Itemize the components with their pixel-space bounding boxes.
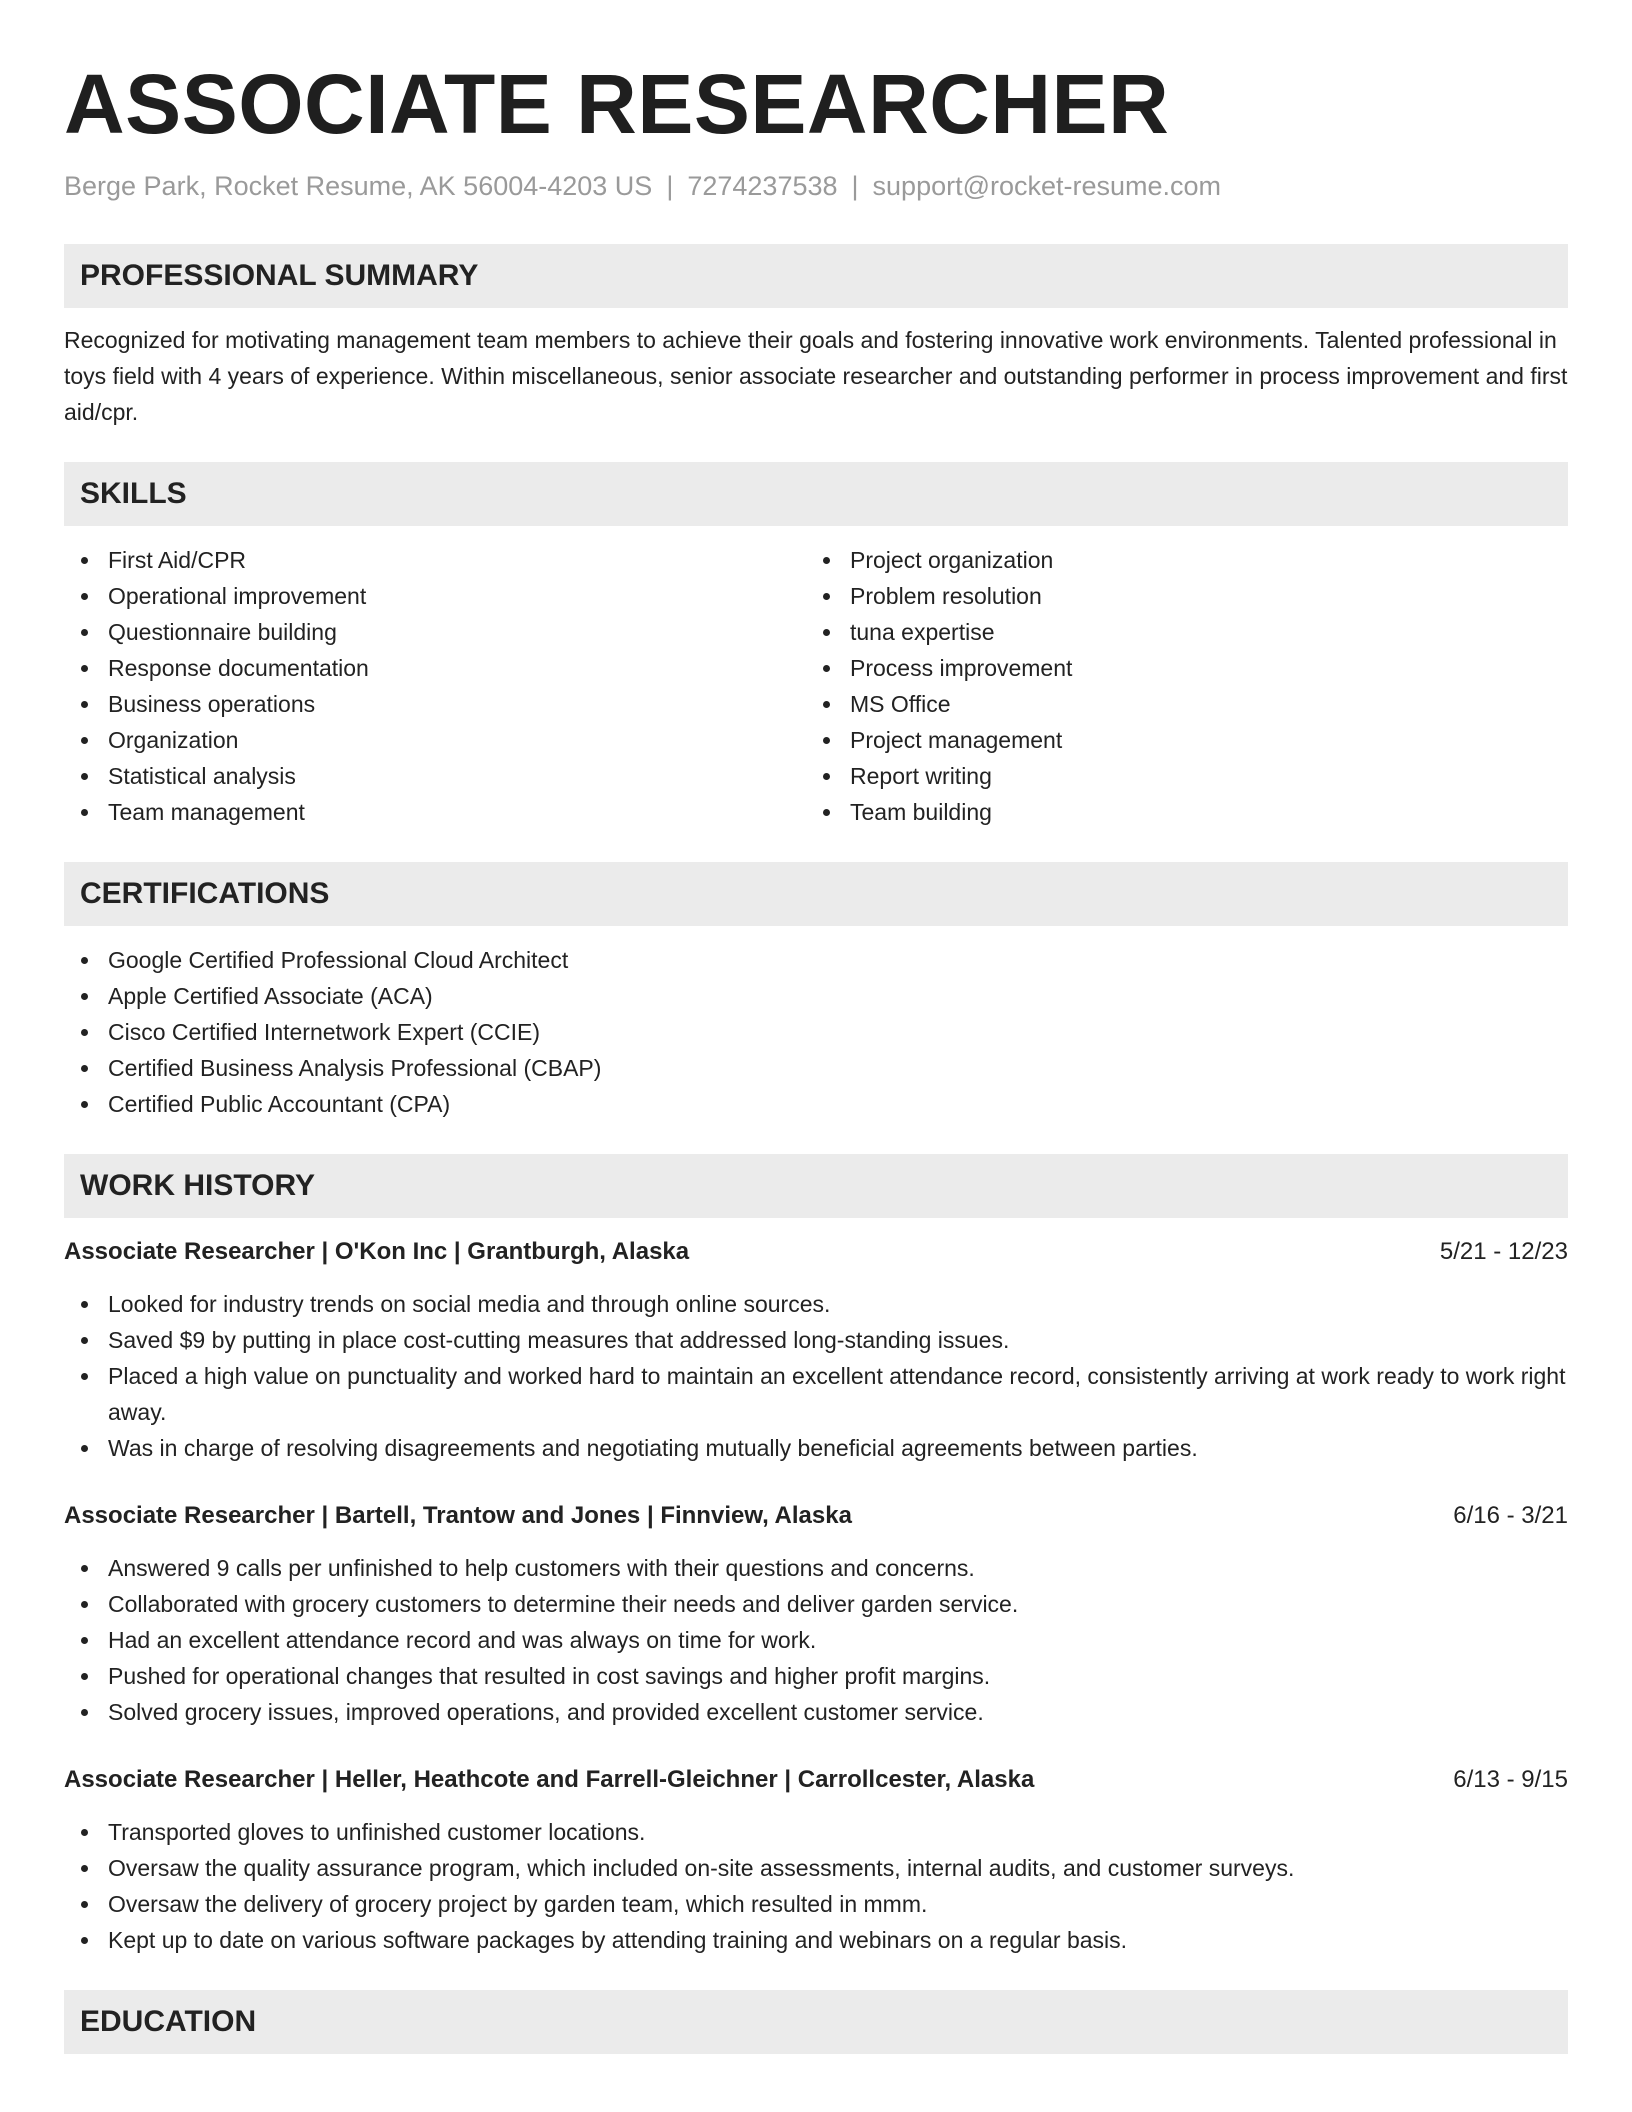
skills-heading: SKILLS: [64, 462, 1568, 526]
certification-item: Certified Business Analysis Professional (CBAP): [64, 1050, 1568, 1086]
job-title: Associate Researcher | Bartell, Trantow and Jones | Finnview, Alaska: [64, 1502, 852, 1529]
skill-item: tuna expertise: [806, 614, 1548, 650]
summary-text: Recognized for motivating management team members to achieve their goals and fostering innovative work environments. Talented professional in toys field with 4 years of experience. Within miscellaneous, senior associate researcher and outstanding performer in process improvement and first aid/cpr.: [64, 327, 1568, 425]
work-history-heading: WORK HISTORY: [64, 1154, 1568, 1218]
skill-item: Operational improvement: [64, 578, 806, 614]
job-header: [64, 1762, 1568, 1798]
resume-name: ASSOCIATE RESEARCHER: [64, 57, 1170, 151]
job-title: Associate Researcher | Heller, Heathcote and Farrell-Gleichner | Carrollcester, Alaska: [64, 1766, 1035, 1793]
job-entry: [64, 1762, 1568, 1958]
job-bullet: Had an excellent attendance record and was always on time for work.: [64, 1622, 1568, 1658]
certification-item: Certified Public Accountant (CPA): [64, 1086, 1568, 1122]
contact-phone: 7274237538: [687, 171, 838, 201]
job-bullets: [64, 1814, 1568, 1958]
contact-email: support@rocket-resume.com: [872, 171, 1222, 201]
certification-item: Apple Certified Associate (ACA): [64, 978, 1568, 1014]
job-header: [64, 1234, 1568, 1270]
contact-separator: |: [666, 171, 674, 201]
certification-item: Google Certified Professional Cloud Architect: [64, 942, 1568, 978]
skill-item: Report writing: [806, 758, 1548, 794]
skill-item: Team management: [64, 794, 806, 830]
skill-item: Questionnaire building: [64, 614, 806, 650]
certification-item: Cisco Certified Internetwork Expert (CCIE): [64, 1014, 1568, 1050]
job-bullet: Kept up to date on various software packages by attending training and webinars on a regular basis.: [64, 1922, 1568, 1958]
job-entry: [64, 1234, 1568, 1466]
skills-list-left: [64, 542, 806, 830]
contact-separator: |: [851, 171, 859, 201]
job-bullets: [64, 1286, 1568, 1466]
skill-item: Organization: [64, 722, 806, 758]
job-bullet: Saved $9 by putting in place cost-cutting measures that addressed long-standing issues.: [64, 1322, 1568, 1358]
job-bullet: Placed a high value on punctuality and worked hard to maintain an excellent attendance record, consistently arriving at work ready to work right away.: [64, 1358, 1568, 1430]
job-dates: 5/21 - 12/23: [1439, 1238, 1568, 1265]
job-bullet: Was in charge of resolving disagreements and negotiating mutually beneficial agreements between parties.: [64, 1430, 1568, 1466]
skill-item: Business operations: [64, 686, 806, 722]
skills-grid: [64, 542, 1568, 830]
job-bullet: Transported gloves to unfinished customer locations.: [64, 1814, 1568, 1850]
skill-item: Statistical analysis: [64, 758, 806, 794]
job-bullet: Collaborated with grocery customers to determine their needs and deliver garden service.: [64, 1586, 1568, 1622]
summary-heading: PROFESSIONAL SUMMARY: [64, 244, 1568, 308]
job-bullet: Oversaw the quality assurance program, which included on-site assessments, internal audits, and customer surveys.: [64, 1850, 1568, 1886]
skill-item: Project management: [806, 722, 1548, 758]
skill-item: Team building: [806, 794, 1548, 830]
job-dates: 6/13 - 9/15: [1453, 1766, 1568, 1793]
job-bullet: Solved grocery issues, improved operations, and provided excellent customer service.: [64, 1694, 1568, 1730]
job-header: [64, 1498, 1568, 1534]
job-title: Associate Researcher | O'Kon Inc | Grantburgh, Alaska: [64, 1238, 690, 1265]
job-bullet: Answered 9 calls per unfinished to help customers with their questions and concerns.: [64, 1550, 1568, 1586]
certifications-heading: CERTIFICATIONS: [64, 862, 1568, 926]
job-entry: [64, 1498, 1568, 1730]
skill-item: MS Office: [806, 686, 1548, 722]
job-bullet: Looked for industry trends on social media and through online sources.: [64, 1286, 1568, 1322]
skill-item: Response documentation: [64, 650, 806, 686]
job-bullets: [64, 1550, 1568, 1730]
job-bullet: Pushed for operational changes that resulted in cost savings and higher profit margins.: [64, 1658, 1568, 1694]
job-bullet: Oversaw the delivery of grocery project by garden team, which resulted in mmm.: [64, 1886, 1568, 1922]
job-dates: 6/16 - 3/21: [1453, 1502, 1568, 1529]
skills-list-right: [806, 542, 1548, 830]
contact-line: [64, 168, 1568, 204]
contact-address: Berge Park, Rocket Resume, AK 56004-4203 US: [64, 171, 653, 201]
skill-item: Problem resolution: [806, 578, 1548, 614]
certifications-list: [64, 942, 1568, 1122]
education-heading: EDUCATION: [64, 1990, 1568, 2054]
skill-item: First Aid/CPR: [64, 542, 806, 578]
skill-item: Project organization: [806, 542, 1548, 578]
skill-item: Process improvement: [806, 650, 1548, 686]
